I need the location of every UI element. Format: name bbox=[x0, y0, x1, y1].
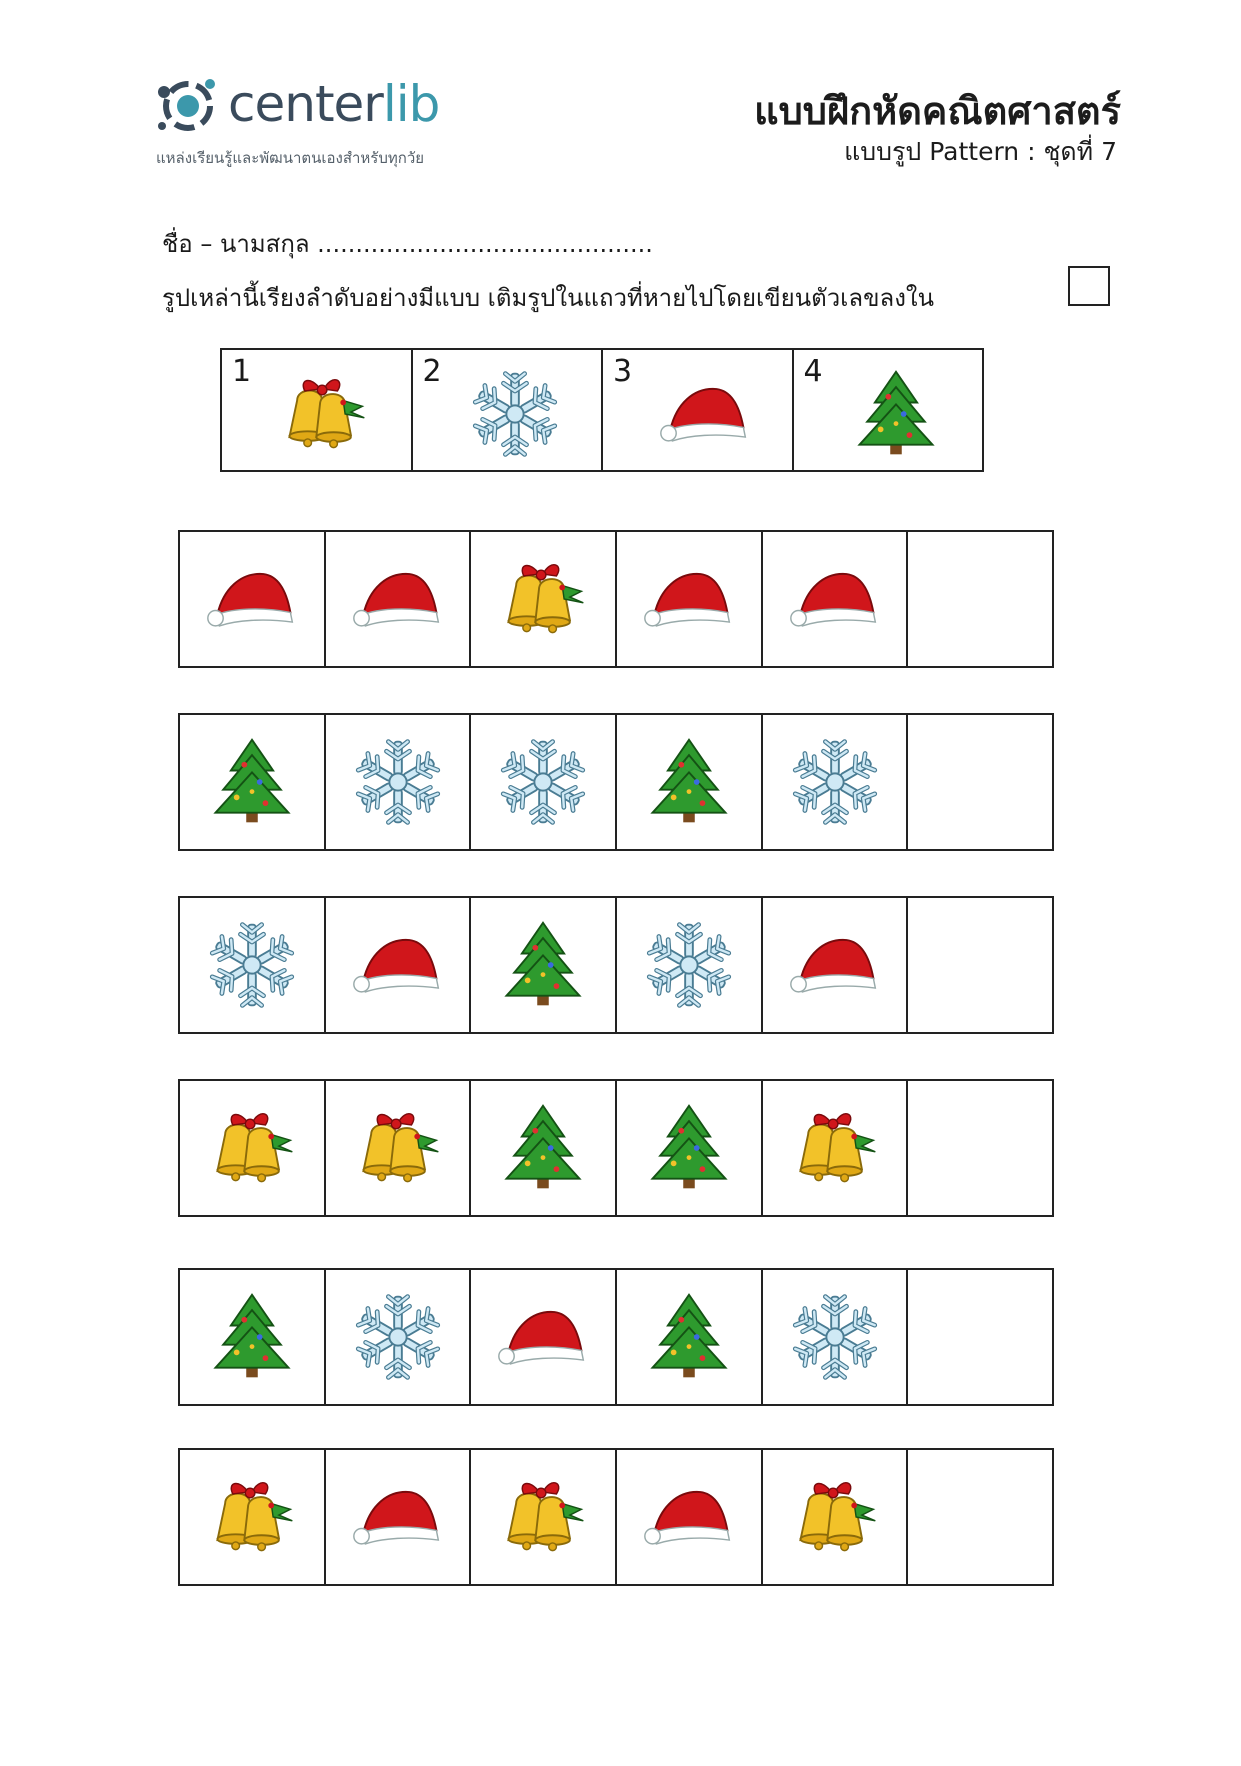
christmas-tree-icon bbox=[641, 734, 737, 830]
snowflake-icon bbox=[350, 734, 446, 830]
santa-hat-icon bbox=[495, 1289, 591, 1385]
pattern-cell bbox=[761, 1081, 907, 1215]
bell-icon bbox=[495, 551, 591, 647]
pattern-row-3 bbox=[178, 896, 1054, 1034]
christmas-tree-icon bbox=[848, 366, 944, 462]
legend-number: 2 bbox=[422, 354, 442, 389]
pattern-cell bbox=[180, 532, 324, 666]
pattern-cell bbox=[761, 715, 907, 849]
bell-icon bbox=[787, 1100, 883, 1196]
santa-hat-icon bbox=[657, 366, 753, 462]
legend-cell bbox=[411, 350, 602, 470]
legend-number: 4 bbox=[803, 354, 823, 389]
christmas-tree-icon bbox=[204, 1289, 300, 1385]
christmas-tree-icon bbox=[495, 1100, 591, 1196]
pattern-cell bbox=[761, 532, 907, 666]
snowflake-icon bbox=[467, 366, 563, 462]
legend-cell bbox=[792, 350, 983, 470]
bell-icon bbox=[787, 1469, 883, 1565]
pattern-cell bbox=[761, 1450, 907, 1584]
blank-answer-cell[interactable] bbox=[906, 715, 1052, 849]
pattern-cell bbox=[615, 1270, 761, 1404]
pattern-cell bbox=[469, 898, 615, 1032]
snowflake-icon bbox=[204, 917, 300, 1013]
brand-name-part2: lib bbox=[382, 75, 440, 133]
pattern-row-2 bbox=[178, 713, 1054, 851]
pattern-cell bbox=[615, 715, 761, 849]
christmas-tree-icon bbox=[495, 917, 591, 1013]
santa-hat-icon bbox=[641, 551, 737, 647]
pattern-cell bbox=[324, 1450, 470, 1584]
legend-table bbox=[220, 348, 984, 472]
pattern-cell bbox=[324, 898, 470, 1032]
legend-number: 3 bbox=[613, 354, 633, 389]
bell-icon bbox=[204, 1469, 300, 1565]
answer-example-box bbox=[1068, 266, 1110, 306]
santa-hat-icon bbox=[641, 1469, 737, 1565]
christmas-tree-icon bbox=[641, 1100, 737, 1196]
pattern-cell bbox=[180, 1270, 324, 1404]
pattern-row-5 bbox=[178, 1268, 1054, 1406]
snowflake-icon bbox=[787, 734, 883, 830]
santa-hat-icon bbox=[204, 551, 300, 647]
christmas-tree-icon bbox=[641, 1289, 737, 1385]
santa-hat-icon bbox=[350, 1469, 446, 1565]
pattern-cell bbox=[761, 1270, 907, 1404]
santa-hat-icon bbox=[350, 917, 446, 1013]
pattern-row-1 bbox=[178, 530, 1054, 668]
instruction-text: รูปเหล่านี้เรียงลำดับอย่างมีแบบ เติมรูปในแถวที่หายไปโดยเขียนตัวเลขลงใน bbox=[162, 284, 935, 312]
pattern-row-6 bbox=[178, 1448, 1054, 1586]
legend-number: 1 bbox=[232, 354, 252, 389]
blank-answer-cell[interactable] bbox=[906, 898, 1052, 1032]
pattern-cell bbox=[615, 898, 761, 1032]
pattern-cell bbox=[469, 532, 615, 666]
snowflake-icon bbox=[350, 1289, 446, 1385]
pattern-cell bbox=[180, 715, 324, 849]
name-field-label: ชื่อ – นามสกุล ............................................ bbox=[162, 230, 653, 258]
bell-icon bbox=[276, 366, 372, 462]
pattern-cell bbox=[615, 532, 761, 666]
santa-hat-icon bbox=[787, 551, 883, 647]
brand-name bbox=[228, 74, 439, 134]
pattern-cell bbox=[469, 1270, 615, 1404]
brand-name-part1: center bbox=[228, 75, 383, 133]
legend-cell bbox=[222, 350, 411, 470]
snowflake-icon bbox=[787, 1289, 883, 1385]
blank-answer-cell[interactable] bbox=[906, 1081, 1052, 1215]
pattern-row-4 bbox=[178, 1079, 1054, 1217]
pattern-cell bbox=[469, 1081, 615, 1215]
pattern-cell bbox=[761, 898, 907, 1032]
pattern-cell bbox=[469, 715, 615, 849]
pattern-cell bbox=[615, 1450, 761, 1584]
blank-answer-cell[interactable] bbox=[906, 1270, 1052, 1404]
snowflake-icon bbox=[495, 734, 591, 830]
pattern-cell bbox=[324, 532, 470, 666]
snowflake-icon bbox=[641, 917, 737, 1013]
brand-tagline: แหล่งเรียนรู้และพัฒนาตนเองสำหรับทุกวัย bbox=[156, 149, 425, 167]
pattern-cell bbox=[324, 1270, 470, 1404]
bell-icon bbox=[204, 1100, 300, 1196]
blank-answer-cell[interactable] bbox=[906, 1450, 1052, 1584]
blank-answer-cell[interactable] bbox=[906, 532, 1052, 666]
pattern-cell bbox=[180, 1081, 324, 1215]
worksheet-subtitle: แบบรูป Pattern : ชุดที่ 7 bbox=[844, 137, 1117, 166]
centerlib-logo bbox=[152, 68, 512, 178]
bell-icon bbox=[495, 1469, 591, 1565]
logo-mark-icon bbox=[152, 70, 224, 142]
worksheet-title: แบบฝึกหัดคณิตศาสตร์ bbox=[754, 89, 1121, 133]
pattern-cell bbox=[615, 1081, 761, 1215]
christmas-tree-icon bbox=[204, 734, 300, 830]
santa-hat-icon bbox=[787, 917, 883, 1013]
pattern-cell bbox=[180, 898, 324, 1032]
legend-cell bbox=[601, 350, 792, 470]
pattern-cell bbox=[180, 1450, 324, 1584]
pattern-cell bbox=[469, 1450, 615, 1584]
santa-hat-icon bbox=[350, 551, 446, 647]
pattern-cell bbox=[324, 1081, 470, 1215]
pattern-cell bbox=[324, 715, 470, 849]
bell-icon bbox=[350, 1100, 446, 1196]
